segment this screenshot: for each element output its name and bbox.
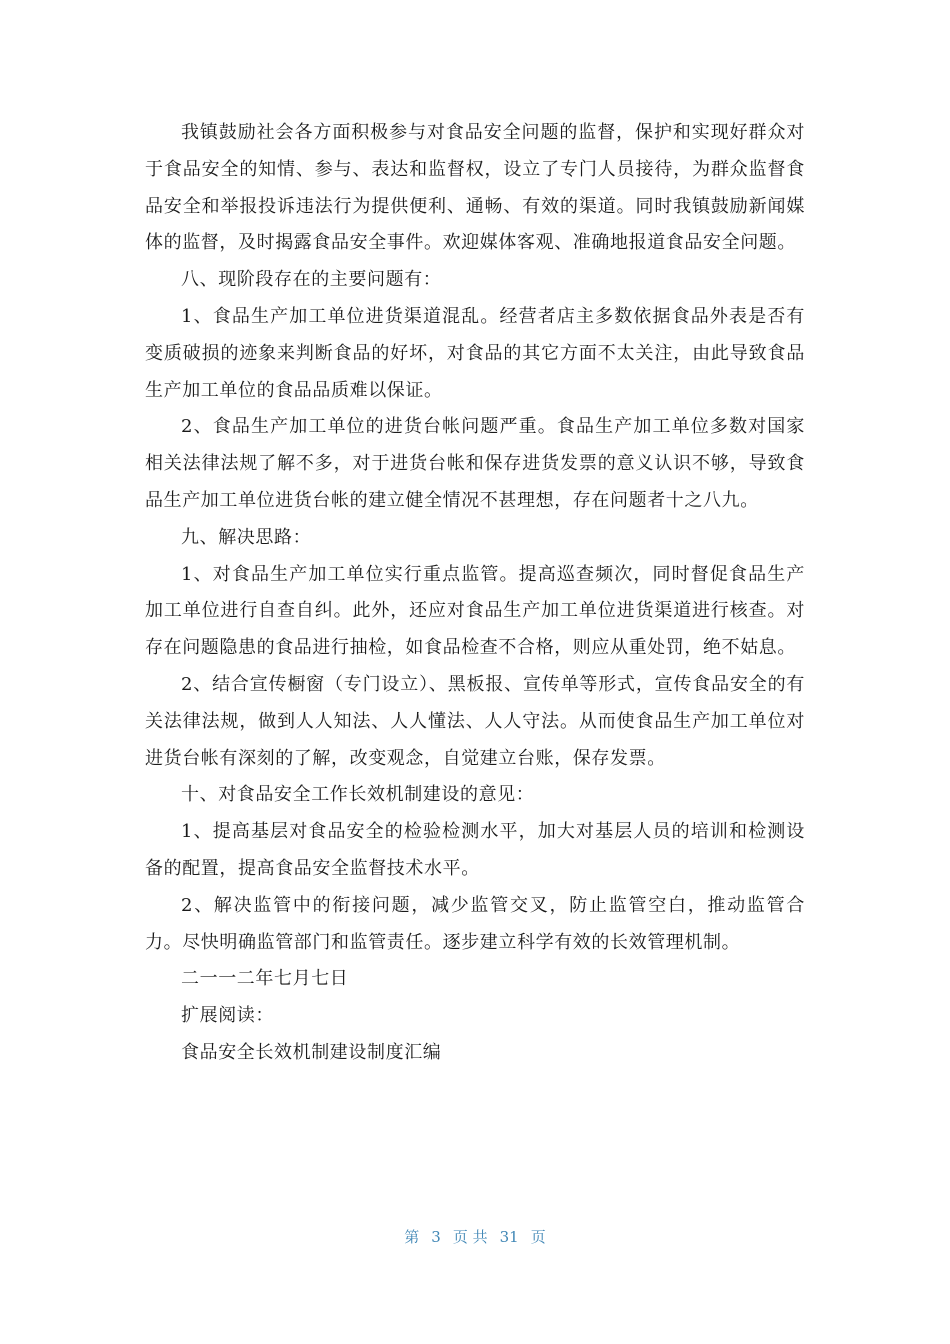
heading-long-term-opinions: 十、对食品安全工作长效机制建设的意见： — [181, 784, 535, 806]
document-date: 二一一二年七月七日 — [181, 968, 349, 990]
paragraph-problem-1: 1、食品生产加工单位进货渠道混乱。经营者店主多数依据食品外表是否有变质破损的迹象来判断食品的好坏，对食品的其它方面不太关注，由此导致食品生产加工单位的食品品质难以保证。 — [145, 305, 805, 401]
footer-page-mid: 页 共 — [452, 1228, 488, 1246]
extended-reading-title: 食品安全长效机制建设制度汇编 — [181, 1041, 442, 1063]
page-footer — [0, 1226, 950, 1247]
paragraph-solution-2: 2、结合宣传橱窗（专门设立）、黑板报、宣传单等形式，宣传食品安全的有关法律法规，做到人人知法、人人懂法、人人守法。从而使食品生产加工单位对进货台帐有深刻的了解，改变观念，自觉建立台账，保存发票。 — [145, 673, 805, 769]
paragraph-opinion-1: 1、提高基层对食品安全的检验检测水平，加大对基层人员的培训和检测设备的配置，提高食品安全监督技术水平。 — [145, 821, 805, 879]
paragraph-solution-1: 1、对食品生产加工单位实行重点监管。提高巡查频次，同时督促食品生产加工单位进行自查自纠。此外，还应对食品生产加工单位进货渠道进行核查。对存在问题隐患的食品进行抽检，如食品检查不合格，则应从重处罚，绝不姑息。 — [145, 563, 805, 659]
footer-page-suffix: 页 — [530, 1228, 546, 1246]
paragraph-opinion-2: 2、解决监管中的衔接问题，减少监管交叉，防止监管空白，推动监管合力。尽快明确监管部门和监管责任。逐步建立科学有效的长效管理机制。 — [145, 894, 805, 953]
document-body — [145, 115, 805, 1072]
footer-page-number: 3 — [431, 1228, 441, 1246]
footer-total-pages: 31 — [499, 1228, 519, 1246]
heading-current-problems: 八、现阶段存在的主要问题有： — [181, 269, 442, 291]
footer-page-label: 第 — [404, 1228, 420, 1246]
paragraph-public-supervision: 我镇鼓励社会各方面积极参与对食品安全问题的监督，保护和实现好群众对于食品安全的知情、参与、表达和监督权，设立了专门人员接待，为群众监督食品安全和举报投诉违法行为提供便利、通畅、有效的渠道。同时我镇鼓励新闻媒体的监督，及时揭露食品安全事件。欢迎媒体客观、准确地报道食品安全问题。 — [145, 122, 805, 254]
extended-reading-label: 扩展阅读： — [181, 1005, 274, 1027]
paragraph-problem-2: 2、食品生产加工单位的进货台帐问题严重。食品生产加工单位多数对国家相关法律法规了解不多，对于进货台帐和保存进货发票的意义认识不够，导致食品生产加工单位进货台帐的建立健全情况不甚理想，存在问题者十之八九。 — [145, 416, 805, 511]
heading-solutions: 九、解决思路： — [181, 526, 312, 548]
